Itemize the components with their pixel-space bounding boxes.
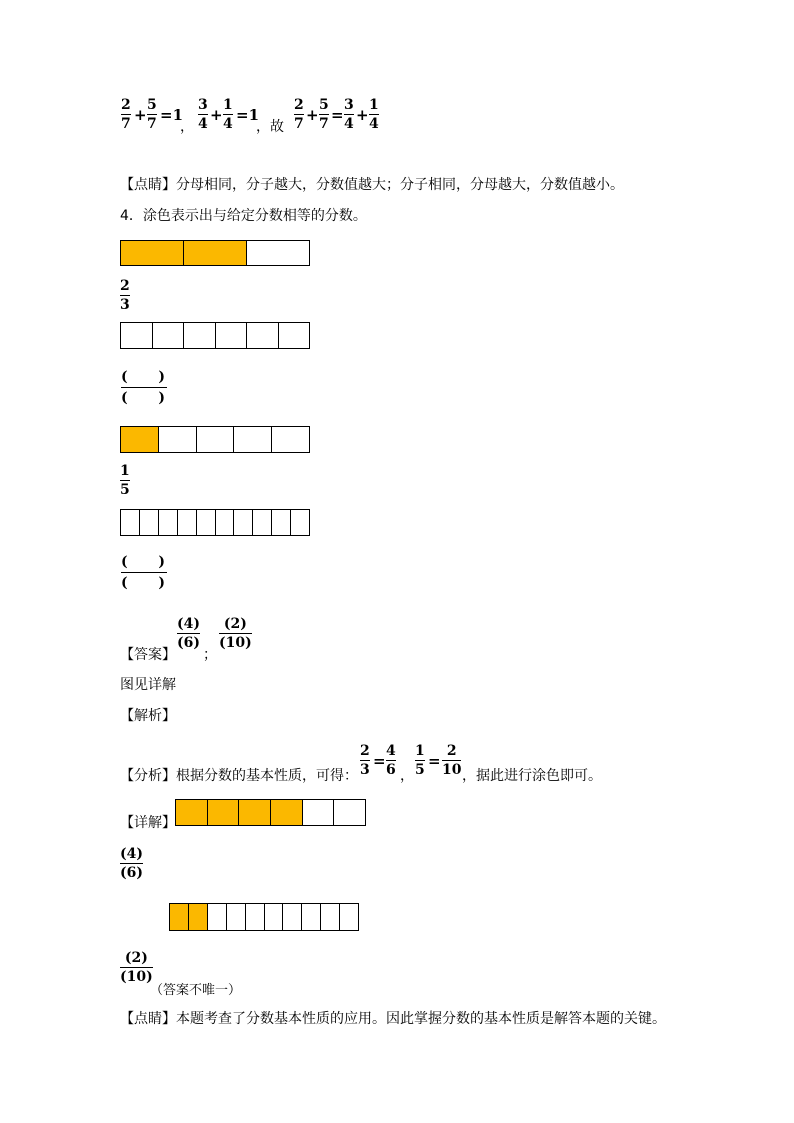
- fraction-bar-given-1-5: [120, 426, 310, 453]
- fraction-bar-detail-4-6: [175, 799, 366, 826]
- empty-cell[interactable]: [153, 323, 185, 348]
- empty-cell: [303, 800, 335, 825]
- shaded-cell: [239, 800, 271, 825]
- answer-blank-1[interactable]: ( ) ( ): [121, 369, 165, 406]
- equals-sign: =: [331, 106, 344, 124]
- shaded-cell: [176, 800, 208, 825]
- fraction-1-5-label: 1 5: [120, 463, 130, 498]
- empty-cell: [272, 427, 309, 452]
- empty-cell: [208, 904, 227, 930]
- answer-fraction-4-6: (4) (6): [177, 616, 200, 651]
- fraction-5-7: 5 7: [147, 97, 157, 132]
- not-unique-note: （答案不唯一）: [150, 983, 242, 998]
- empty-cell[interactable]: [247, 323, 279, 348]
- fraction-bar-detail-2-10: [169, 903, 359, 931]
- empty-cell: [334, 800, 365, 825]
- fraction-1-4: 1 4: [223, 97, 233, 132]
- fraction-bar-answer-2[interactable]: [120, 509, 310, 536]
- empty-cell: [227, 904, 246, 930]
- empty-cell: [197, 427, 235, 452]
- fraction-2-7: 2 7: [121, 97, 131, 132]
- empty-cell: [302, 904, 321, 930]
- answer-fraction-2-10: (2) (10): [219, 616, 252, 651]
- fraction-4-6-label: (4) (6): [120, 846, 143, 881]
- empty-cell: [159, 427, 197, 452]
- answer-blank-2[interactable]: ( ) ( ): [121, 554, 165, 591]
- shaded-cell: [170, 904, 189, 930]
- fraction-bar-answer-1[interactable]: [120, 322, 310, 349]
- shaded-cell: [184, 241, 247, 265]
- empty-cell[interactable]: [184, 323, 216, 348]
- empty-cell[interactable]: [279, 323, 310, 348]
- fraction-3-4: 3 4: [198, 97, 208, 132]
- equals-sign: =: [373, 752, 386, 770]
- see-detail-text: 图见详解: [120, 677, 176, 693]
- plus-sign: +: [134, 106, 147, 124]
- fraction-2-3: 2 3: [360, 743, 370, 778]
- shaded-cell: [271, 800, 303, 825]
- equals-one: =1: [160, 106, 184, 124]
- plus-sign: +: [306, 106, 319, 124]
- empty-cell[interactable]: [216, 510, 235, 535]
- empty-cell[interactable]: [234, 510, 253, 535]
- empty-cell: [247, 241, 309, 265]
- xiangjie-label: 【详解】: [120, 815, 176, 831]
- shaded-cell: [189, 904, 208, 930]
- separator: ，: [400, 768, 414, 784]
- separator: ；: [203, 647, 217, 663]
- fraction-5-7: 5 7: [319, 97, 329, 132]
- empty-cell[interactable]: [159, 510, 178, 535]
- shaded-cell: [208, 800, 240, 825]
- fraction-2-7: 2 7: [294, 97, 304, 132]
- empty-cell[interactable]: [216, 323, 248, 348]
- empty-cell[interactable]: [253, 510, 272, 535]
- shaded-cell: [121, 427, 159, 452]
- answer-label: 【答案】: [120, 647, 176, 663]
- fraction-bar-given-2-3: [120, 240, 310, 266]
- equals-sign: =: [428, 752, 441, 770]
- empty-cell: [234, 427, 272, 452]
- question-text: 4．涂色表示出与给定分数相等的分数。: [120, 208, 367, 224]
- empty-cell[interactable]: [121, 510, 140, 535]
- dianjing-note: 【点睛】分母相同，分子越大，分数值越大；分子相同，分母越大，分数值越小。: [120, 177, 624, 193]
- empty-cell: [265, 904, 284, 930]
- plus-sign: +: [210, 106, 223, 124]
- fenxi-text-end: ，据此进行涂色即可。: [462, 768, 602, 784]
- plus-sign: +: [356, 106, 369, 124]
- fraction-1-4: 1 4: [369, 97, 379, 132]
- fraction-2-10-label: (2) (10): [120, 950, 153, 985]
- empty-cell: [283, 904, 302, 930]
- fenxi-text: 【分析】根据分数的基本性质，可得：: [120, 768, 358, 784]
- therefore-text: ，故: [256, 119, 284, 135]
- empty-cell[interactable]: [197, 510, 216, 535]
- empty-cell[interactable]: [121, 323, 153, 348]
- empty-cell[interactable]: [291, 510, 309, 535]
- dianjing-summary: 【点睛】本题考查了分数基本性质的应用。因此掌握分数的基本性质是解答本题的关键。: [120, 1011, 666, 1027]
- empty-cell[interactable]: [140, 510, 159, 535]
- fraction-1-5: 1 5: [415, 743, 425, 778]
- shaded-cell: [121, 241, 184, 265]
- fraction-2-3-label: 2 3: [120, 278, 130, 313]
- empty-cell: [321, 904, 340, 930]
- empty-cell: [246, 904, 265, 930]
- fraction-4-6: 4 6: [386, 743, 396, 778]
- empty-cell: [340, 904, 358, 930]
- fraction-3-4: 3 4: [344, 97, 354, 132]
- empty-cell[interactable]: [178, 510, 197, 535]
- equals-one: =1: [236, 106, 260, 124]
- fraction-2-10: 2 10: [442, 743, 462, 778]
- separator: ，: [180, 119, 194, 135]
- jiexi-heading: 【解析】: [120, 708, 176, 724]
- empty-cell[interactable]: [272, 510, 291, 535]
